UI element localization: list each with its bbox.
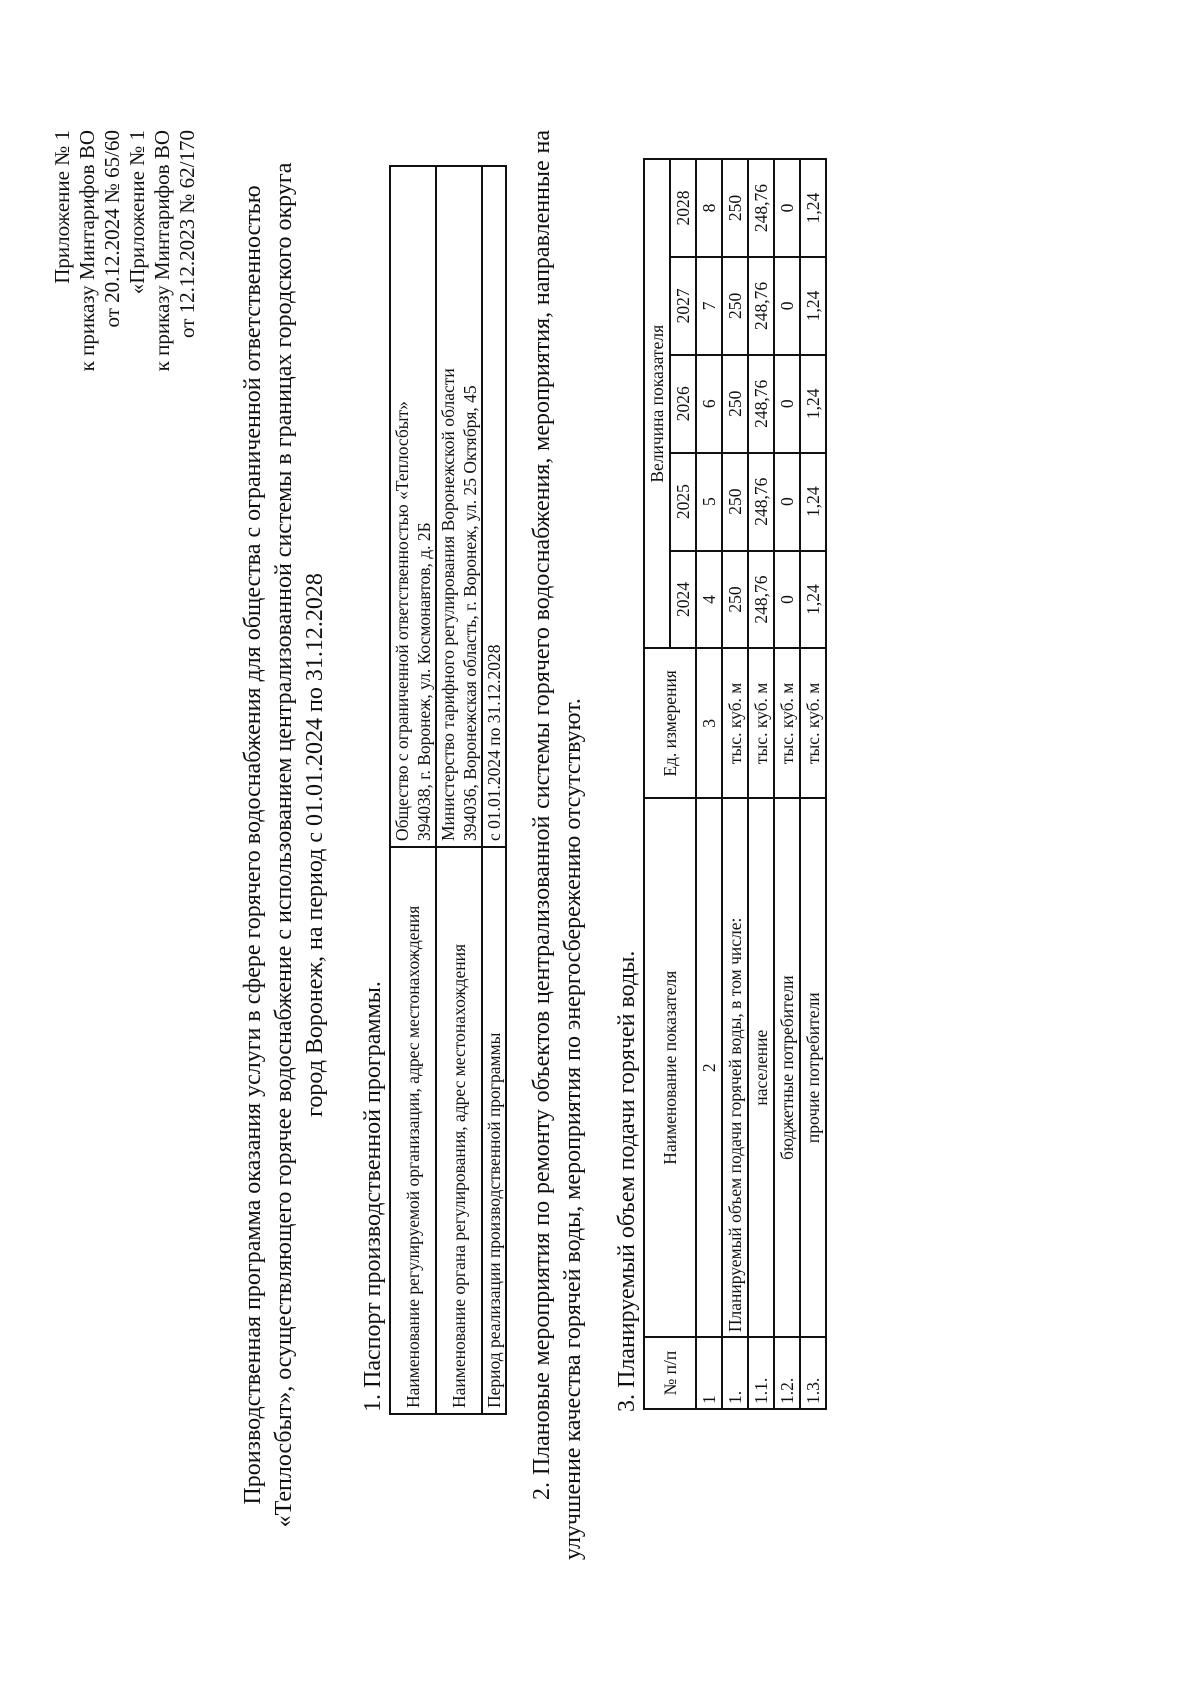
section1-heading: 1. Паспорт производственной программы.: [360, 981, 386, 1412]
row-name: население: [748, 798, 774, 1337]
passport-value-line: Министерство тарифного регулирования Воронежской области: [438, 368, 458, 841]
appendix-line: к приказу Минтарифов ВО: [75, 130, 99, 372]
passport-label: Наименование органа регулирования, адрес местонахождения: [436, 847, 482, 1414]
passport-value-line: Общество с ограниченной ответственностью «Теплосбыт»: [392, 401, 412, 841]
header-value-group: Величина показателя: [644, 159, 670, 648]
row-value: 250: [722, 453, 748, 551]
appendix-line: к приказу Минтарифов ВО: [150, 130, 174, 372]
index-cell: 1: [696, 1337, 722, 1409]
row-value: 248,76: [748, 355, 774, 453]
row-num: 1.3.: [800, 1337, 826, 1409]
section2-paragraph: [527, 130, 589, 1560]
row-value: 0: [774, 257, 800, 355]
header-year: 2027: [670, 257, 696, 355]
table-row: [436, 166, 482, 1414]
table-row: [482, 166, 506, 1414]
row-value: 250: [722, 159, 748, 257]
row-value: 1,24: [800, 355, 826, 453]
passport-label: Наименование регулируемой организации, адрес местонахождения: [390, 847, 436, 1414]
table-header-row: [644, 159, 670, 1409]
table-row: [800, 159, 826, 1409]
index-cell: 6: [696, 355, 722, 453]
section2-text: 2. Плановые мероприятия по ремонту объектов централизованной системы горячего водоснабжения, мероприятия, направленные на улучшение качества горячей воды, мероприятия по энергосбережению отсутствуют.: [529, 130, 586, 1560]
row-unit: тыс. куб. м: [748, 648, 774, 798]
row-name: прочие потребители: [800, 798, 826, 1337]
table-row: [774, 159, 800, 1409]
header-year: 2028: [670, 159, 696, 257]
row-value: 248,76: [748, 159, 774, 257]
header-name: Наименование показателя: [644, 798, 696, 1337]
row-num: 1.1.: [748, 1337, 774, 1409]
appendix-line: от 20.12.2024 № 65/60: [100, 130, 124, 328]
row-value: 248,76: [748, 551, 774, 649]
appendix-line: «Приложение № 1: [125, 130, 149, 295]
passport-table: [389, 165, 507, 1415]
passport-value: [436, 166, 482, 847]
document-content: [50, 130, 827, 1560]
passport-label: Период реализации производственной программы: [482, 847, 506, 1414]
row-value: 1,24: [800, 453, 826, 551]
index-cell: 8: [696, 159, 722, 257]
row-unit: тыс. куб. м: [800, 648, 826, 798]
index-cell: 4: [696, 551, 722, 649]
table-row: [748, 159, 774, 1409]
row-value: 250: [722, 257, 748, 355]
index-cell: 7: [696, 257, 722, 355]
passport-value-line: с 01.01.2024 по 31.12.2028: [484, 644, 504, 841]
appendix-line: Приложение № 1: [50, 130, 74, 284]
table-index-row: [696, 159, 722, 1409]
appendix-line: от 12.12.2023 № 62/170: [175, 130, 199, 339]
volume-table: [643, 158, 827, 1410]
row-value: 0: [774, 453, 800, 551]
row-value: 0: [774, 159, 800, 257]
document-title: Производственная программа оказания услуги в сфере горячего водоснабжения для общества с ограниченной ответственностью «Теплосбыт», осуществляющего горячее водоснабжение с использованием централизованной системы в границах городского округа город Воронеж, на период с 01.01.2024 по 31.12.2028: [240, 162, 328, 1528]
index-cell: 3: [696, 648, 722, 798]
passport-value-line: 394036, Воронежская область, г. Воронеж, ул. 25 Октября, 45: [460, 385, 480, 841]
appendix-previous: [125, 130, 200, 371]
row-name: Планируемый объем подачи горячей воды, в том числе:: [722, 798, 748, 1337]
table-row: [722, 159, 748, 1409]
row-value: 250: [722, 551, 748, 649]
row-value: 250: [722, 355, 748, 453]
header-year: 2025: [670, 453, 696, 551]
header-num: № п/п: [644, 1337, 696, 1409]
passport-value-line: 394038, г. Воронеж, ул. Космонавтов, д. 2Б: [414, 522, 434, 841]
row-value: 248,76: [748, 453, 774, 551]
row-value: 0: [774, 551, 800, 649]
section3-heading: 3. Планируемый объем подачи горячей воды.: [614, 950, 640, 1412]
appendix-current: [50, 130, 125, 371]
row-num: 1.: [722, 1337, 748, 1409]
header-unit: Ед. измерения: [644, 648, 696, 798]
row-value: 248,76: [748, 257, 774, 355]
passport-value: [482, 166, 506, 847]
header-year: 2024: [670, 551, 696, 649]
passport-value: [390, 166, 436, 847]
index-cell: 5: [696, 453, 722, 551]
row-value: 0: [774, 355, 800, 453]
row-unit: тыс. куб. м: [774, 648, 800, 798]
row-value: 1,24: [800, 257, 826, 355]
row-value: 1,24: [800, 551, 826, 649]
index-cell: 2: [696, 798, 722, 1337]
row-name: бюджетные потребители: [774, 798, 800, 1337]
table-row: [390, 166, 436, 1414]
row-value: 1,24: [800, 159, 826, 257]
header-year: 2026: [670, 355, 696, 453]
row-unit: тыс. куб. м: [722, 648, 748, 798]
appendix-header: [50, 130, 200, 1560]
row-num: 1.2.: [774, 1337, 800, 1409]
